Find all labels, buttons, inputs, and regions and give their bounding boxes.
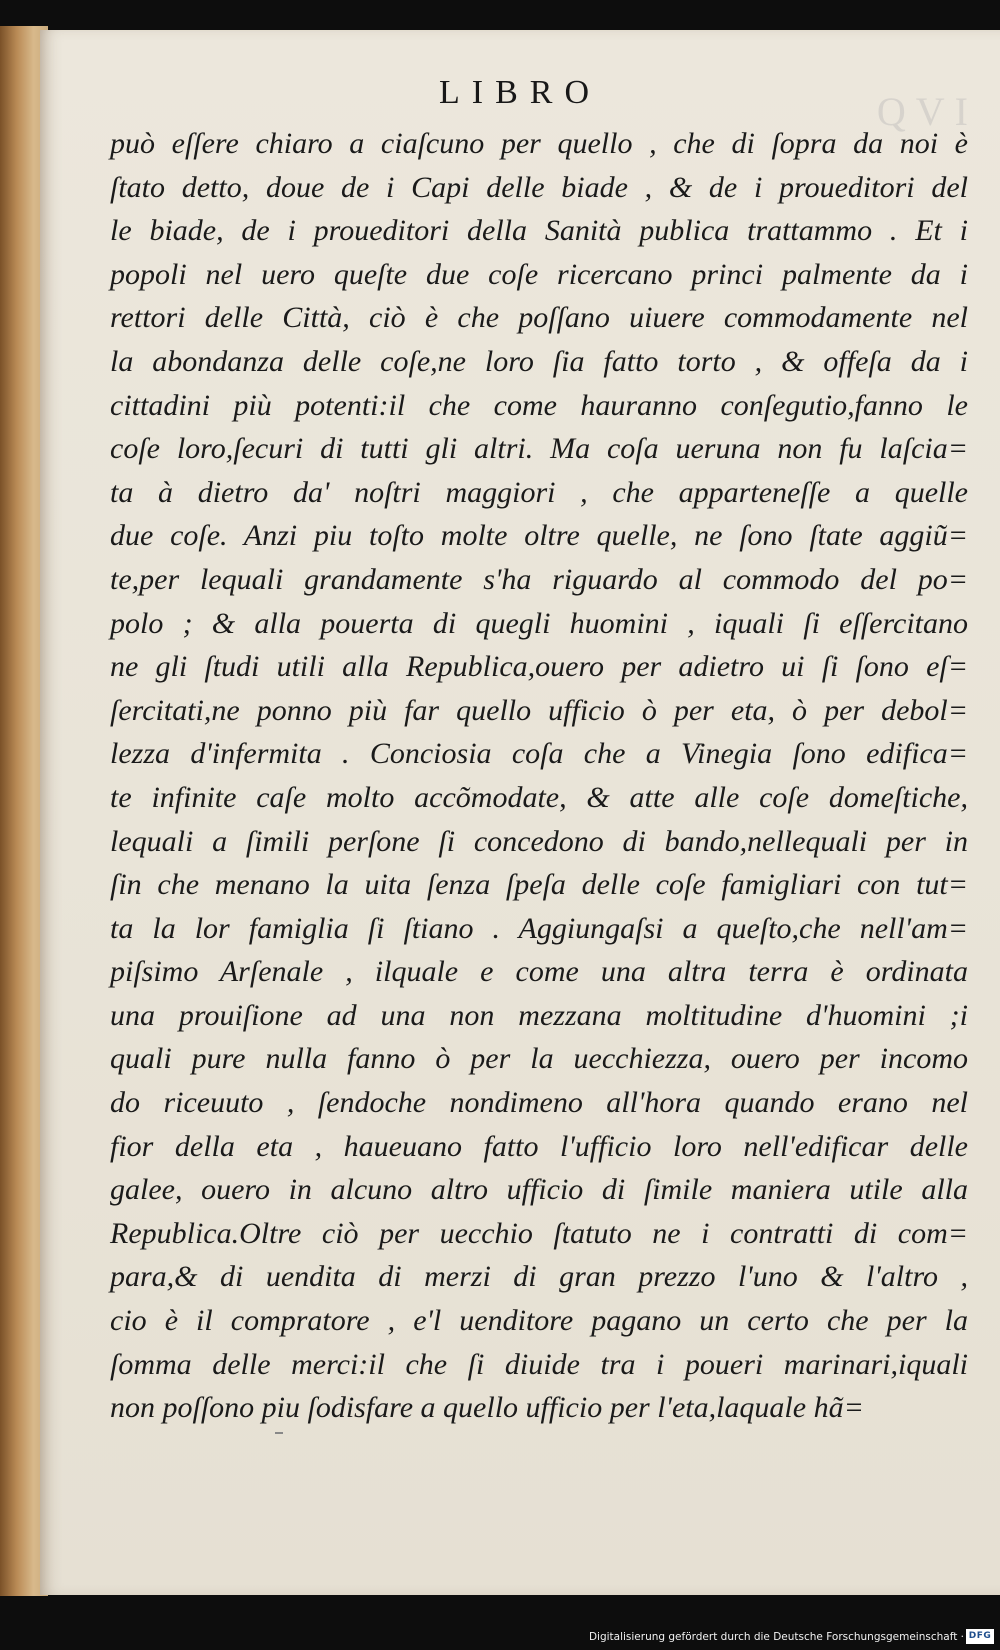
text-line: para,& di uendita di merzi di gran prezzo l'uno & l'altro , (110, 1260, 968, 1294)
text-line: te,per lequali grandamente s'ha riguardo al commodo del po= (110, 562, 968, 596)
text-line: ne gli ſtudi utili alla Republica,ouero per adietro ui ſi ſono eſ= (110, 650, 968, 684)
dfg-logo: DFG (966, 1629, 994, 1644)
text-line: ſomma delle merci:il che ſi diuide tra i poueri marinari,iquali (110, 1347, 968, 1381)
text-line: rettori delle Città, ciò è che poſſano uiuere commodamente nel (110, 301, 968, 335)
text-line: ta à dietro da' noſtri maggiori , che apparteneſſe a quelle (110, 475, 968, 509)
text-line: ſin che menano la uita ſenza ſpeſa delle coſe famigliari con tut= (110, 868, 968, 902)
text-line: non poſſono piu ſodisfare a quello ufficio per l'eta,laquale hã= (110, 1391, 864, 1425)
bleed-through-text: QVI (876, 89, 978, 134)
running-head: LIBRO (439, 74, 601, 111)
text-line: la abondanza delle coſe,ne loro ſia fatto torto , & offeſa da i (110, 344, 968, 378)
text-line: due coſe. Anzi piu toſto molte oltre quelle, ne ſono ſtate aggiũ= (110, 519, 968, 553)
text-line: popoli nel uero queſte due coſe ricercano princi palmente da i (110, 257, 968, 291)
digitization-credit: Digitalisierung gefördert durch die Deutsche Forschungsgemeinschaft · (588, 1631, 964, 1643)
text-line: polo ; & alla pouerta di quegli huomini , iquali ſi eſſercitano (110, 606, 968, 640)
text-line: piſsimo Arſenale , ilquale e come una altra terra è ordinata (110, 955, 968, 989)
text-line: lezza d'infermita . Conciosia coſa che a Vinegia ſono edifica= (110, 737, 968, 771)
text-line: le biade, de i proueditori della Sanità publica trattammo . Et i (110, 214, 968, 248)
text-line: coſe loro,ſecuri di tutti gli altri. Ma coſa ueruna non fu laſcia= (110, 432, 968, 466)
text-line: fior della eta , haueuano fatto l'ufficio loro nell'edificar delle (110, 1129, 968, 1163)
text-line: lequali a ſimili perſone ſi concedono di bando,nellequali per in (110, 824, 968, 858)
text-line: te infinite caſe molto accõmodate, & atte alle coſe domeſtiche, (110, 780, 968, 814)
text-line: do riceuuto , ſendoche nondimeno all'hora quando erano nel (110, 1086, 968, 1120)
text-line: cio è il compratore , e'l uenditore pagano un certo che per la (110, 1304, 968, 1338)
page-mark (275, 1432, 283, 1434)
body-text (110, 122, 968, 1430)
text-line: cittadini più potenti:il che come hauranno conſegutio,fanno le (110, 388, 968, 422)
text-line: quali pure nulla fanno ò per la uecchiezza, ouero per incomo (110, 1042, 968, 1076)
text-line: ta la lor famiglia ſi ſtiano . Aggiungaſsi a queſto,che nell'am= (110, 911, 968, 945)
text-line: ſtato detto, doue de i Capi delle biade , & de i proueditori del (110, 170, 968, 204)
text-line: può eſſere chiaro a ciaſcuno per quello , che di ſopra da noi è (110, 127, 968, 160)
text-line: ſercitati,ne ponno più far quello ufficio ò per eta, ò per debol= (110, 693, 968, 727)
text-line: una prouiſione ad una non mezzana moltitudine d'huomini ;i (110, 998, 968, 1032)
text-line: galee, ouero in alcuno altro ufficio di ſimile maniera utile alla (110, 1173, 968, 1207)
text-line: Republica.Oltre ciò per uecchio ſtatuto ne i contratti di com= (110, 1216, 968, 1250)
